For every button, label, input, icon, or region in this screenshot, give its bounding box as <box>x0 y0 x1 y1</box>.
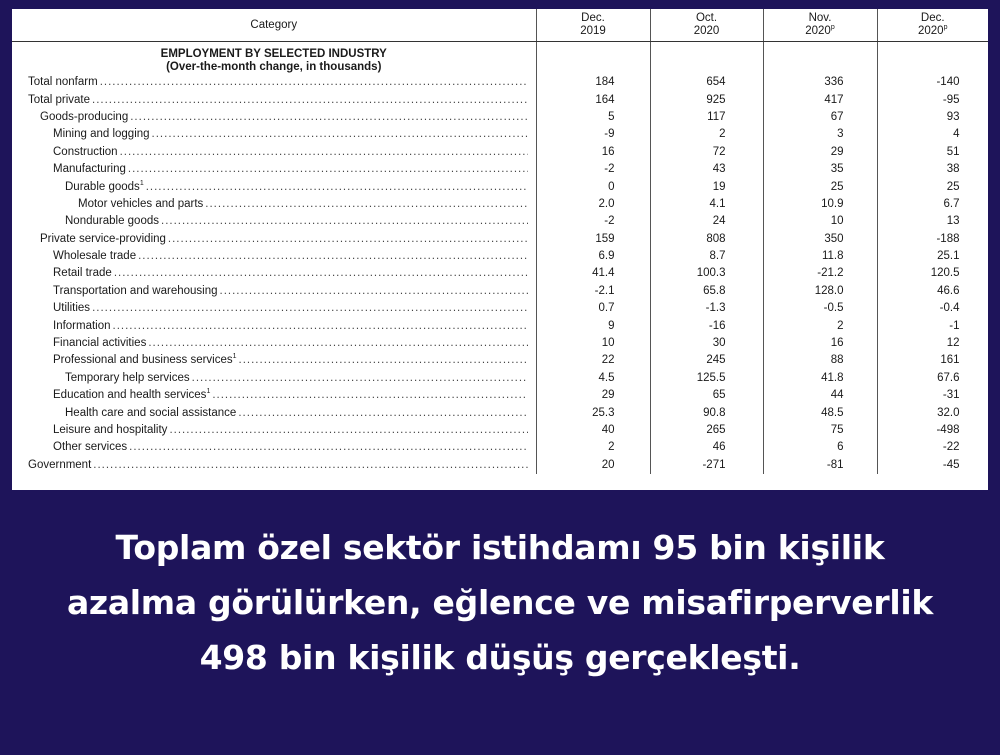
value-cell: 808 <box>650 231 763 248</box>
row-label-cell <box>12 74 536 91</box>
row-label: Mining and logging <box>53 128 150 141</box>
row-label: Retail trade <box>53 267 112 280</box>
value-cell: 13 <box>877 213 988 230</box>
row-label: Manufacturing <box>53 163 126 176</box>
value-cell: 16 <box>536 144 650 161</box>
value-cell: 19 <box>650 178 763 195</box>
value-cell: 11.8 <box>763 248 877 265</box>
header-col-dec-2019: Dec. 2019 <box>536 9 650 42</box>
value-cell: 46 <box>650 439 763 456</box>
table-row <box>12 248 988 265</box>
value-cell: 43 <box>650 161 763 178</box>
value-cell: 41.4 <box>536 265 650 282</box>
leader-dots <box>212 387 527 404</box>
row-label: Motor vehicles and parts <box>78 197 204 210</box>
leader-dots <box>100 74 528 91</box>
leader-dots <box>168 231 528 248</box>
header-col-dec-2020: Dec. 2020$^p$ <box>877 9 988 42</box>
table-row <box>12 422 988 439</box>
value-cell: 25 <box>763 178 877 195</box>
table-row <box>12 387 988 404</box>
value-cell: -271 <box>650 457 763 474</box>
value-cell: 48.5 <box>763 404 877 421</box>
leader-dots <box>220 283 528 300</box>
leader-dots <box>120 144 528 161</box>
row-label: Total private <box>28 93 91 106</box>
value-cell: 164 <box>536 91 650 108</box>
value-cell: -188 <box>877 231 988 248</box>
leader-dots <box>114 265 528 282</box>
value-cell: 159 <box>536 231 650 248</box>
value-cell: 20 <box>536 457 650 474</box>
value-cell: 128.0 <box>763 283 877 300</box>
caption-line-3: 498 bin kişilik düşüş gerçekleşti. <box>199 638 801 677</box>
row-label: Other services <box>53 441 128 454</box>
table-row <box>12 404 988 421</box>
leader-dots <box>93 457 527 474</box>
value-cell: 44 <box>763 387 877 404</box>
value-cell: 654 <box>650 74 763 91</box>
value-cell: 161 <box>877 352 988 369</box>
table-row <box>12 300 988 317</box>
value-cell: 0.7 <box>536 300 650 317</box>
value-cell: 90.8 <box>650 404 763 421</box>
table-row <box>12 178 988 195</box>
row-label-cell <box>12 91 536 108</box>
section-header-row <box>12 42 988 75</box>
table-row <box>12 109 988 126</box>
value-cell: 6 <box>763 439 877 456</box>
value-cell: 2 <box>763 317 877 334</box>
value-cell: 6.7 <box>877 196 988 213</box>
row-label: Utilities <box>53 302 91 315</box>
row-label: Goods-producing <box>40 110 129 123</box>
value-cell: 88 <box>763 352 877 369</box>
header-category: Category <box>12 9 536 42</box>
value-cell: 925 <box>650 91 763 108</box>
row-label-cell <box>12 404 536 421</box>
value-cell: 32.0 <box>877 404 988 421</box>
table-row <box>12 335 988 352</box>
value-cell: 117 <box>650 109 763 126</box>
value-cell: -95 <box>877 91 988 108</box>
value-cell: 10 <box>536 335 650 352</box>
value-cell: 10.9 <box>763 196 877 213</box>
leader-dots <box>92 92 527 109</box>
row-label-cell <box>12 439 536 456</box>
table-row <box>12 126 988 143</box>
value-cell: 65 <box>650 387 763 404</box>
row-label: Leisure and hospitality <box>53 424 168 436</box>
leader-dots <box>128 161 528 178</box>
value-cell: 8.7 <box>650 248 763 265</box>
row-label-cell <box>12 109 536 126</box>
table-row <box>12 370 988 387</box>
value-cell: -498 <box>877 422 988 439</box>
employment-table <box>12 9 988 474</box>
value-cell: 245 <box>650 352 763 369</box>
table-row <box>12 439 988 456</box>
leader-dots <box>169 422 527 439</box>
leader-dots <box>192 370 528 387</box>
value-cell: 12 <box>877 335 988 352</box>
value-cell: 184 <box>536 74 650 91</box>
value-cell: 100.3 <box>650 265 763 282</box>
value-cell: -9 <box>536 126 650 143</box>
row-label: Professional and business services$^1$ <box>53 353 237 367</box>
leader-dots <box>205 196 527 213</box>
row-label: Financial activities <box>53 337 147 350</box>
table-row <box>12 231 988 248</box>
value-cell: 265 <box>650 422 763 439</box>
value-cell: -140 <box>877 74 988 91</box>
value-cell: 0 <box>536 178 650 195</box>
table-row <box>12 213 988 230</box>
employment-table-panel <box>12 9 988 490</box>
row-label: Health care and social assistance <box>65 406 237 419</box>
header-col-oct-2020: Oct. 2020 <box>650 9 763 42</box>
row-label: Nondurable goods <box>65 215 159 228</box>
leader-dots <box>138 248 527 265</box>
value-cell: 67.6 <box>877 370 988 387</box>
value-cell: -31 <box>877 387 988 404</box>
value-cell: -22 <box>877 439 988 456</box>
table-row <box>12 91 988 108</box>
value-cell: 22 <box>536 352 650 369</box>
value-cell: -1.3 <box>650 300 763 317</box>
row-label-cell <box>12 457 536 474</box>
caption <box>0 520 1000 685</box>
value-cell: -2.1 <box>536 283 650 300</box>
table-row <box>12 352 988 369</box>
leader-dots <box>129 439 527 456</box>
value-cell: 350 <box>763 231 877 248</box>
leader-dots <box>130 109 527 126</box>
row-label-cell <box>12 248 536 265</box>
table-row <box>12 457 988 474</box>
row-label: Wholesale trade <box>53 250 137 263</box>
value-cell: 4.1 <box>650 196 763 213</box>
row-label-cell <box>12 231 536 248</box>
row-label-cell <box>12 352 536 369</box>
row-label: Total nonfarm <box>28 76 98 89</box>
row-label: Temporary help services <box>65 371 190 384</box>
row-label-cell <box>12 161 536 178</box>
row-label-cell <box>12 196 536 213</box>
value-cell: -2 <box>536 213 650 230</box>
value-cell: 6.9 <box>536 248 650 265</box>
row-label-cell <box>12 387 536 404</box>
row-label-cell <box>12 213 536 230</box>
leader-dots <box>238 405 527 422</box>
value-cell: 2 <box>650 126 763 143</box>
row-label-cell <box>12 144 536 161</box>
row-label-cell <box>12 317 536 334</box>
value-cell: 336 <box>763 74 877 91</box>
row-label-cell <box>12 335 536 352</box>
row-label-cell <box>12 300 536 317</box>
table-row <box>12 283 988 300</box>
value-cell: 40 <box>536 422 650 439</box>
value-cell: -81 <box>763 457 877 474</box>
value-cell: 35 <box>763 161 877 178</box>
leader-dots <box>239 352 528 369</box>
leader-dots <box>161 213 528 230</box>
value-cell: 72 <box>650 144 763 161</box>
value-cell: -1 <box>877 317 988 334</box>
row-label: Education and health services$^1$ <box>53 388 211 402</box>
row-label-cell <box>12 126 536 143</box>
table-row <box>12 161 988 178</box>
row-label: Transportation and warehousing <box>53 284 218 297</box>
value-cell: -2 <box>536 161 650 178</box>
value-cell: -16 <box>650 317 763 334</box>
value-cell: 25 <box>877 178 988 195</box>
value-cell: 38 <box>877 161 988 178</box>
row-label-cell <box>12 283 536 300</box>
leader-dots <box>113 318 528 335</box>
table-row <box>12 317 988 334</box>
value-cell: 30 <box>650 335 763 352</box>
leader-dots <box>152 126 528 143</box>
table-body <box>12 42 988 474</box>
row-label: Private service-providing <box>40 232 166 245</box>
value-cell: 25.3 <box>536 404 650 421</box>
table-row <box>12 265 988 282</box>
value-cell: -0.5 <box>763 300 877 317</box>
value-cell: 9 <box>536 317 650 334</box>
value-cell: 3 <box>763 126 877 143</box>
section-title: EMPLOYMENT BY SELECTED INDUSTRY <box>160 48 387 60</box>
value-cell: 417 <box>763 91 877 108</box>
value-cell: 29 <box>763 144 877 161</box>
value-cell: 46.6 <box>877 283 988 300</box>
value-cell: 120.5 <box>877 265 988 282</box>
row-label: Durable goods$^1$ <box>65 179 144 193</box>
caption-line-1: Toplam özel sektör istihdamı 95 bin kişilik <box>115 528 885 567</box>
row-label-cell <box>12 265 536 282</box>
value-cell: 10 <box>763 213 877 230</box>
table-row <box>12 144 988 161</box>
section-subtitle: (Over-the-month change, in thousands) <box>166 61 382 73</box>
leader-dots <box>92 300 527 317</box>
leader-dots <box>148 335 527 352</box>
value-cell: 65.8 <box>650 283 763 300</box>
value-cell: 25.1 <box>877 248 988 265</box>
table-header-row <box>12 9 988 42</box>
leader-dots <box>146 179 528 196</box>
value-cell: 2.0 <box>536 196 650 213</box>
value-cell: 41.8 <box>763 370 877 387</box>
value-cell: -45 <box>877 457 988 474</box>
table-row <box>12 196 988 213</box>
value-cell: -0.4 <box>877 300 988 317</box>
value-cell: 93 <box>877 109 988 126</box>
row-label-cell <box>12 422 536 439</box>
value-cell: 75 <box>763 422 877 439</box>
value-cell: 16 <box>763 335 877 352</box>
row-label-cell <box>12 178 536 195</box>
row-label-cell <box>12 370 536 387</box>
value-cell: 125.5 <box>650 370 763 387</box>
row-label: Information <box>53 319 111 332</box>
header-col-nov-2020: Nov. 2020$^p$ <box>763 9 877 42</box>
value-cell: 2 <box>536 439 650 456</box>
value-cell: 4.5 <box>536 370 650 387</box>
table-row <box>12 74 988 91</box>
value-cell: 51 <box>877 144 988 161</box>
row-label: Government <box>28 458 92 471</box>
value-cell: -21.2 <box>763 265 877 282</box>
value-cell: 4 <box>877 126 988 143</box>
value-cell: 29 <box>536 387 650 404</box>
row-label: Construction <box>53 145 118 158</box>
caption-line-2: azalma görülürken, eğlence ve misafirperverlik <box>66 583 934 622</box>
value-cell: 67 <box>763 109 877 126</box>
value-cell: 5 <box>536 109 650 126</box>
value-cell: 24 <box>650 213 763 230</box>
